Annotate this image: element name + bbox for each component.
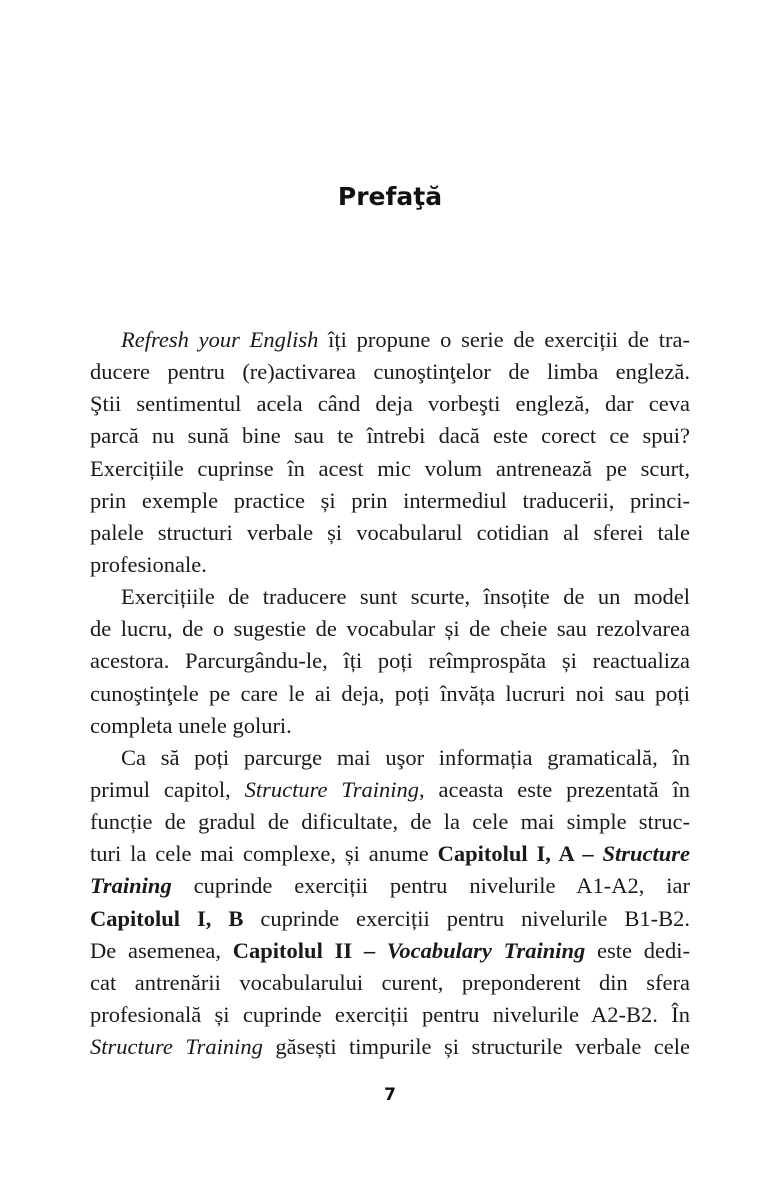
- text-line: [90, 678, 690, 710]
- text-segment: Ca să poți parcurge mai uşor informația gramaticală, în: [121, 744, 690, 770]
- text-line: [90, 774, 690, 806]
- text-segment: ducere pentru (re)activarea cunoştinţelor de limba engleză.: [90, 359, 690, 385]
- text-segment: palele structuri verbale și vocabularul cotidian al sferei tale: [90, 519, 690, 545]
- text-line: [90, 742, 690, 774]
- text-segment: Capitolul I, A –: [437, 841, 603, 867]
- text-segment: cuprinde exerciții pentru nivelurile A1-A2, iar: [171, 873, 690, 899]
- text-segment: Structure Training: [244, 776, 419, 802]
- preface-body: [90, 324, 690, 1063]
- text-segment: Exercițiile de traducere sunt scurte, însoțite de un model: [121, 584, 690, 610]
- text-line: [90, 613, 690, 645]
- text-segment: acestora. Parcurgându-le, îți poți reîmprospăta și reactualiza: [90, 648, 690, 674]
- text-line: [90, 903, 690, 935]
- text-segment: Exercițiile cuprinse în acest mic volum antrenează pe scurt,: [90, 455, 690, 481]
- text-segment: funcție de gradul de dificultate, de la cele mai simple struc-: [90, 809, 690, 835]
- text-line: [90, 453, 690, 485]
- text-line: [90, 838, 690, 870]
- text-line: [90, 356, 690, 388]
- text-segment: Capitolul II –: [232, 937, 387, 963]
- text-segment: cunoştinţele pe care le ai deja, poți învăța lucruri noi sau poți: [90, 680, 690, 706]
- text-line: [90, 485, 690, 517]
- text-line: [90, 999, 690, 1031]
- text-line: [90, 870, 690, 902]
- text-segment: primul capitol,: [90, 776, 245, 802]
- text-segment: profesională și cuprinde exerciții pentru nivelurile A2-B2. În: [90, 1001, 690, 1027]
- text-line: [90, 645, 690, 677]
- text-segment: Ştii sentimentul acela când deja vorbeşti engleză, dar ceva: [90, 391, 690, 417]
- text-segment: cuprinde exerciții pentru nivelurile B1-B2.: [243, 905, 690, 931]
- text-segment: găsești timpurile și structurile verbale cele: [262, 1034, 690, 1060]
- text-segment: Structure: [602, 841, 690, 867]
- text-line: [90, 324, 690, 356]
- text-line: [90, 710, 690, 742]
- text-segment: de lucru, de o sugestie de vocabular și de cheie sau rezolvarea: [90, 616, 690, 642]
- text-line: [90, 935, 690, 967]
- text-segment: Refresh your English: [121, 327, 319, 352]
- text-segment: prin exemple practice și prin intermediul traducerii, princi-: [90, 487, 690, 513]
- text-segment: turi la cele mai complexe, și anume: [90, 841, 438, 867]
- text-segment: Structure Training: [90, 1034, 263, 1060]
- text-segment: , aceasta este prezentată în: [418, 776, 690, 802]
- page-number: 7: [384, 1085, 396, 1105]
- text-segment: completa unele goluri.: [90, 712, 292, 738]
- text-line: [90, 388, 690, 420]
- text-segment: cat antrenării vocabularului curent, preponderent din sfera: [90, 969, 690, 995]
- text-segment: parcă nu sună bine sau te întrebi dacă este corect ce spui?: [90, 423, 690, 449]
- text-segment: profesionale.: [90, 551, 207, 577]
- text-segment: Training: [90, 873, 172, 899]
- text-line: [90, 420, 690, 452]
- page-title: Prefaţă: [337, 182, 443, 211]
- text-line: [90, 549, 690, 581]
- text-segment: De asemenea,: [90, 937, 233, 963]
- text-line: [90, 581, 690, 613]
- text-segment: Capitolul I, B: [90, 905, 244, 931]
- text-segment: Vocabulary Training: [386, 937, 586, 963]
- text-segment: este dedi-: [585, 937, 690, 963]
- text-line: [90, 517, 690, 549]
- text-line: [90, 967, 690, 999]
- text-segment: îți propune o serie de exerciții de tra-: [318, 327, 690, 352]
- text-line: [90, 1031, 690, 1063]
- text-line: [90, 806, 690, 838]
